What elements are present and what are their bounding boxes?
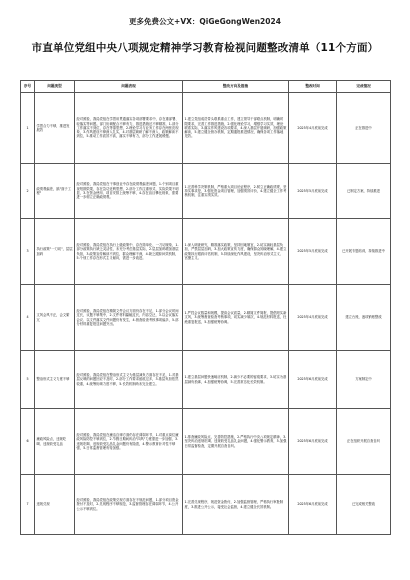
row-num: 3 bbox=[21, 219, 35, 285]
row-measures: 1.完善兑现程序，规范资金拨付，2.加强监督管理，严格执行审批制度，3.推进公开公示，接受社会监督，4.建立健全长效机制。 bbox=[183, 475, 289, 535]
row-status: 已制定方案，持续推进 bbox=[337, 164, 391, 219]
header-num: 序号 bbox=[21, 81, 35, 93]
row-problem: 经对照检，我局党组在廉洁自律方面仍存在薄弱环节，1.对重点岗位廉政风险防控不够到位，2.节假日期间纠治"四风"力度需进一步加强，3.违规吃喝、违规收受礼品礼金问题仍有隐患，4.警示教育针对性不够强，5.日常监督管理有待加强。 bbox=[75, 409, 183, 475]
issues-table bbox=[20, 80, 391, 535]
table-row bbox=[21, 164, 391, 219]
row-problem: 经对照检，我局党组在精简文件会议方面仍存在不足，1.部分会议时间过长，议题不够集中，2.文件材料篇幅过长，内容空泛，3.以会议落实会议、以文件落实文件问题仍有发生，4.督查检查考核事项偏多，5.部分材料重复报送问题突出。 bbox=[75, 285, 183, 351]
row-type: 整治形式主义力度不够 bbox=[35, 351, 75, 409]
table-row bbox=[21, 475, 391, 535]
row-num: 1 bbox=[21, 93, 35, 164]
row-deadline: 2025年4月底前完成 bbox=[289, 93, 337, 164]
row-num: 6 bbox=[21, 409, 35, 475]
row-num: 2 bbox=[21, 164, 35, 219]
row-measures: 1.建立党组成员带头联系重点工作，建立领导干部联点机制，明确时限要求，完善工作推进措施，2.强化理论学习，增强学习实效，理论联系实际，3.落实作风建设各项要求，4.深入基层开展调研，加强政策解读，5.建立健全督办机制，定期通报推进情况，确保各项工作落地见效。 bbox=[183, 93, 289, 164]
row-deadline: 2025年6月底前完成 bbox=[289, 409, 337, 475]
row-status: 已开展专题培训，持续推进中 bbox=[337, 219, 391, 285]
row-status: 建立台账，逐项销账整改 bbox=[337, 285, 391, 351]
row-problem: 经对照检，我局党组在政策兑现方面存在不规范问题，1.部分项目资金拨付不及时，2.兑现程序不够规范，3.监督管理存在薄弱环节，4.公开公示不够到位。 bbox=[75, 475, 183, 535]
row-measures: 1.完善科学决策机制，严格重大项目论证程序，2.树立正确政绩观，坚持实事求是，3.强化资金项目管理，加强绩效评价，4.建立健全工作考核机制，注重实绩实效。 bbox=[183, 164, 289, 219]
header-problem: 问题表现 bbox=[75, 81, 183, 93]
row-deadline: 2025年5月底前完成 bbox=[289, 164, 337, 219]
row-num: 7 bbox=[21, 475, 35, 535]
row-problem: 经对照检，我局党组在干事创业中存在政绩观偏差问题，1.个别项目重视短期效果，存在急功近利思想，2.部分工作注重形式，实际效果不明显，3.在资金使用、项目安排上统筹不够，4.存在盲目攀比现象，需要进一步树立正确政绩观。 bbox=[75, 164, 183, 219]
row-measures: 1.严控会议数量和规模，提高会议质量，2.精简文件简报，提倡短实新文风，3.统筹督查检查考核事项，切实减少频次，4.规范材料报送，杜绝重复报送，5.加强统筹协调。 bbox=[183, 285, 289, 351]
table-row bbox=[21, 285, 391, 351]
row-deadline: 2025年6月底前完成 bbox=[289, 475, 337, 535]
header-status: 完成情况 bbox=[337, 81, 391, 93]
table-row bbox=[21, 409, 391, 475]
row-status: 正在组织开展自查自纠 bbox=[337, 409, 391, 475]
row-measures: 1.深入调查研究，精准落实政策，坚持因地制宜，2.切实减轻基层负担，严禁层层加码，3.加大政策宣传力度，确保群众知晓理解，4.建立政策执行跟踪评估机制，5.持续深化作风建设，坚决纠治形式主义、官僚主义。 bbox=[183, 219, 289, 285]
row-type: 政绩观偏差，搞"面子工程" bbox=[35, 164, 75, 219]
row-status: 已完成相关整改 bbox=[337, 475, 391, 535]
row-measures: 1.排查廉政风险点，完善防控措施，2.严格执行中央八项规定精神，3.坚决纠治违规吃喝、违规收受礼品礼金问题，4.强化警示教育，5.加强日常监督检查，定期开展自查自纠。 bbox=[183, 409, 289, 475]
row-type: 文风会风不正，会文繁冗 bbox=[35, 285, 75, 351]
table-row bbox=[21, 93, 391, 164]
row-problem: 经对照检，我局党组在执行上级政策中，存在简单化、一刀切现象，1.部分政策执行缺乏灵活性，未充分考虑基层实际，2.层层加码增加基层负担，3.政策宣传解读不到位，群众理解不深，4.缺乏跟踪问效机制，5.个别工作存在形式主义倾向，需进一步改进。 bbox=[75, 219, 183, 285]
row-problem: 经对照检，我局党组在学思用贯通落实各项部署要求中，存在重部署、轻落实等问题。部门协调配合不够有力，推进措施还不够精准，1.部分工作落实不到位，存在等靠思想，2.理论学习与业务工作存在两张皮现象，3.作风建设不够深入扎实，4.对基层调研了解不深入，政策解读不到位，5.推动工作质效不高，落实不够有力，部分工作进展缓慢。 bbox=[75, 93, 183, 164]
header-measures: 整改方向及措施 bbox=[183, 81, 289, 93]
row-measures: 1.建立基层问题快速响应机制，2.减少不必要的留痕要求，3.切实为基层减负松绑，4.加强统筹协调，5.完善常态化长效机制。 bbox=[183, 351, 289, 409]
row-status: 方案制定中 bbox=[337, 351, 391, 409]
row-type: 廉政风险点，违规吃喝、违规收受礼品 bbox=[35, 409, 75, 475]
row-deadline: 2025年4月底前完成 bbox=[289, 285, 337, 351]
row-type: 学思合力不够，推进发展效 bbox=[35, 93, 75, 164]
table-header-row bbox=[21, 81, 391, 93]
row-problem: 经对照检，我局党组在整治形式主义为基层减负方面存在不足，1.对基层反映的问题回应不及时，2.部分工作要求留痕过多，3.基层负担依然较重，4.统筹协调力度不够，5.长效机制尚未完全建立。 bbox=[75, 351, 183, 409]
row-num: 4 bbox=[21, 285, 35, 351]
row-deadline: 2025年5月底前完成 bbox=[289, 219, 337, 285]
table-row bbox=[21, 351, 391, 409]
row-deadline: 2025年6月底前完成 bbox=[289, 351, 337, 409]
row-type: 执行政策"一刀切"，层层加码 bbox=[35, 219, 75, 285]
header-deadline: 整改时间 bbox=[289, 81, 337, 93]
row-type: 违规兑现 bbox=[35, 475, 75, 535]
watermark: 更多免费公文+VX：QiGeGongWen2024 bbox=[129, 17, 281, 26]
table-row bbox=[21, 219, 391, 285]
row-status: 正在推进中 bbox=[337, 93, 391, 164]
header-type: 问题类型 bbox=[35, 81, 75, 93]
document-title: 市直单位党组中央八项规定精神学习教育检视问题整改清单（11个方面） bbox=[31, 42, 379, 54]
row-num: 5 bbox=[21, 351, 35, 409]
